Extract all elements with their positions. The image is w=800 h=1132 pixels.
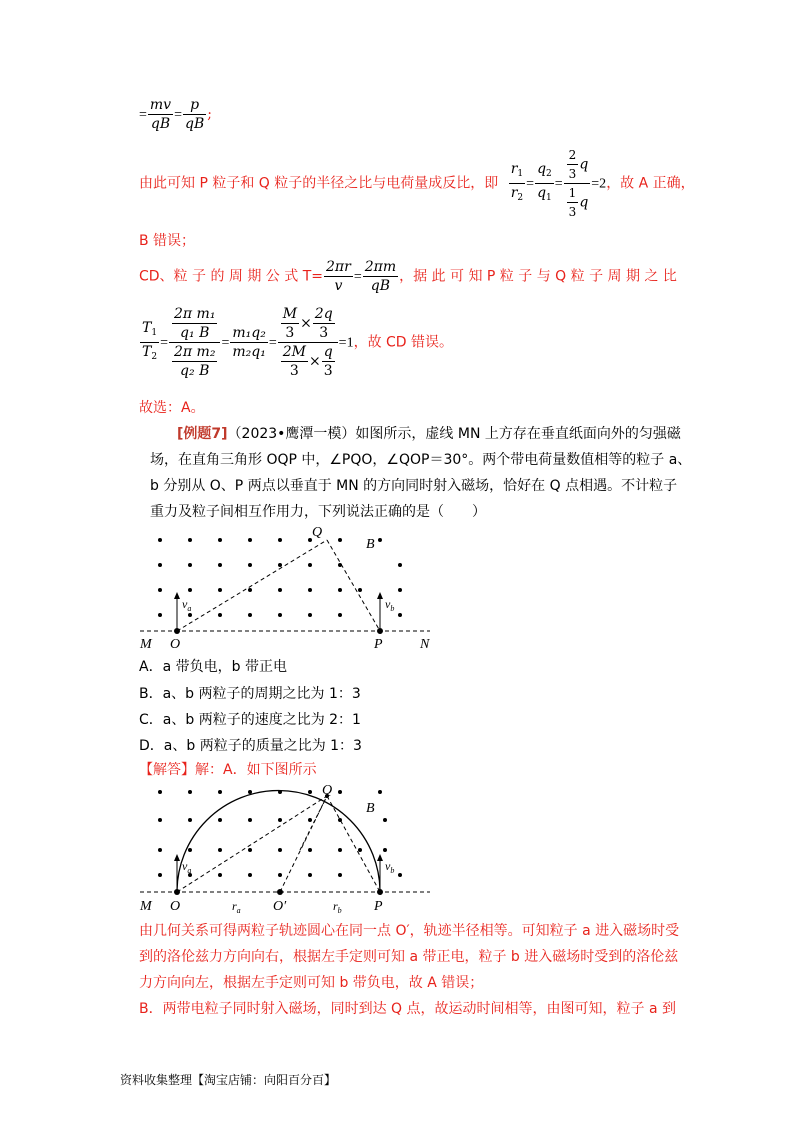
example-tag: [例题7] bbox=[177, 426, 228, 442]
va-arrowhead bbox=[174, 854, 180, 861]
label-q: Q bbox=[322, 783, 333, 798]
r1-over-r2: $\frac{r_1}{r_2}$ bbox=[510, 161, 524, 203]
numeric-substitution-fraction: $\frac{M}{3}$ × $\frac{2q}{3}$ $\frac{2M}{3}$ × $\frac{q}{3}$ bbox=[278, 305, 338, 380]
fraction-2pir-v: $\frac{2\pi r}{v}$ bbox=[326, 259, 351, 294]
label-b: B bbox=[366, 537, 375, 552]
explain-line-2: 到的洛伦兹力方向向右，根据左手定则可知 a 带正电，粒子 b 进入磁场时受到的洛伦兹 bbox=[139, 949, 679, 965]
label-m: M bbox=[140, 899, 152, 914]
label-n: N bbox=[420, 637, 430, 650]
q2-over-q1: $\frac{q_2}{q_1}$ bbox=[537, 161, 552, 203]
period-formula-line: CD、粒 子 的 周 期 公 式 T= $\frac{2\pi r}{v}$ = $\frac{2\pi m}{qB}$ ，据 此 可 知 P 粒 子 与 Q 粒 子 周 期 之 比 bbox=[139, 259, 677, 294]
fraction-2pim-qb: $\frac{2\pi m}{qB}$ bbox=[364, 259, 397, 294]
option-d[interactable]: D．a、b 两粒子的质量之比为 1：3 bbox=[139, 738, 362, 754]
period-compound-fraction: $\frac{\frac{\text{2π m₁}}{\text{q₁ B}}}{\frac{\text{2π m₂}}{\text{q₂ B}}}$ bbox=[169, 305, 220, 380]
trajectory-arc bbox=[177, 791, 380, 893]
answer-choice: 故选：A。 bbox=[139, 400, 205, 416]
option-b[interactable]: B．a、b 两粒子的周期之比为 1：3 bbox=[139, 686, 361, 702]
explain-line-4: B．两带电粒子同时射入磁场，同时到达 Q 点，故运动时间相等，由图可知，粒子 a 到 bbox=[139, 1001, 677, 1017]
oq-dashed-line bbox=[177, 796, 327, 892]
mass-charge-fraction: $\frac{\text{m₁q₂}}{\text{m₂q₁}}$ bbox=[232, 325, 266, 360]
label-va: $v_a$ bbox=[182, 859, 192, 875]
label-o: O bbox=[170, 637, 181, 650]
vb-arrowhead bbox=[377, 592, 383, 599]
vb-arrowhead bbox=[377, 854, 383, 861]
label-q: Q bbox=[312, 525, 323, 540]
period-ratio-equation: $\frac{T_1}{T_2}$ = $\frac{\frac{\text{2π m₁}}{\text{q₁ B}}}{\frac{\text{2π m₂}}{\text{q₂ B}}}$ = $\frac{\text{m₁q₂}}{\text{m₂q₁}}$ = $\frac{M}{3}$ × $\frac{2q}{3}$ $\frac{2M}{3}$ × $\frac{q}{3}$ =1，故 CD 错误。 bbox=[142, 306, 454, 379]
example-problem-line-1: [例题7]（2023•鹰潭一模）如图所示，虚线 MN 上方存在垂直纸面向外的匀强磁 bbox=[177, 426, 681, 442]
qp-dashed-line bbox=[327, 540, 380, 631]
option-a[interactable]: A．a 带负电，b 带正电 bbox=[139, 659, 287, 675]
b-wrong-text: B 错误； bbox=[139, 233, 196, 249]
fraction-p-qb: $\frac{p}{qB}$ bbox=[185, 97, 205, 132]
top-formula: = $\frac{mv}{qB}$ = $\frac{p}{qB}$ ; bbox=[139, 97, 212, 132]
va-arrowhead bbox=[174, 592, 180, 599]
radius-ratio-line: 由此可知 P 粒子和 Q 粒子的半径之比与电荷量成反比，即 $\frac{r_1}{r_2}$ = $\frac{q_2}{q_1}$ = $\frac{2}{3}$ q $\frac{1}{3}$ q =2，故 A 正确， bbox=[139, 148, 695, 219]
point-p bbox=[377, 889, 383, 895]
equals-sign: = bbox=[139, 107, 147, 123]
page-footer: 资料收集整理【淘宝店铺：向阳百分百】 bbox=[120, 1073, 337, 1087]
label-oprime: O′ bbox=[273, 899, 287, 914]
label-p: P bbox=[374, 899, 383, 914]
example-problem-line-3: b 分别从 O、P 两点以垂直于 MN 的方向同时射入磁场，恰好在 Q 点相遇。不计粒子 bbox=[150, 478, 678, 494]
t1-over-t2: $\frac{T_1}{T_2}$ bbox=[142, 320, 158, 362]
label-vb: $v_b$ bbox=[385, 597, 395, 613]
example-problem-line-2: 场，在直角三角形 OQP 中，∠PQO，∠QOP＝30°。两个带电荷量数值相等的粒子 a、 bbox=[150, 452, 692, 468]
answer-tag: 【解答】 bbox=[139, 762, 195, 778]
point-p bbox=[377, 628, 383, 634]
label-va: $v_a$ bbox=[182, 597, 192, 613]
explain-line-1: 由几何关系可得两粒子轨迹圆心在同一点 O′，轨迹半径相等。可知粒子 a 进入磁场时受 bbox=[139, 923, 680, 939]
nested-charge-fraction: $\frac{2}{3}$ q $\frac{1}{3}$ q bbox=[564, 146, 591, 221]
oq-dashed-line bbox=[177, 540, 327, 631]
label-o: O bbox=[170, 899, 181, 914]
example-problem-line-4: 重力及粒子间相互作用力，下列说法正确的是（ ） bbox=[150, 504, 486, 520]
label-vb: $v_b$ bbox=[385, 859, 395, 875]
label-m: M bbox=[140, 637, 152, 650]
magnetic-field-figure-1 bbox=[130, 520, 450, 650]
answer-lead: 【解答】解：A．如下图所示 bbox=[139, 762, 317, 778]
fraction-mv-qb: $\frac{mv}{qB}$ bbox=[149, 97, 172, 132]
option-c[interactable]: C．a、b 两粒子的速度之比为 2：1 bbox=[139, 712, 361, 728]
point-o bbox=[174, 628, 180, 634]
point-o bbox=[174, 889, 180, 895]
label-p: P bbox=[374, 637, 383, 650]
label-b: B bbox=[366, 801, 375, 816]
label-ra: $r_a$ bbox=[232, 899, 241, 915]
explain-line-3: 力方向向左，根据左手定则可知 b 带负电，故 A 错误； bbox=[139, 975, 484, 991]
point-oprime bbox=[277, 889, 283, 895]
label-rb: $r_b$ bbox=[333, 899, 342, 915]
magnetic-field-figure-2 bbox=[130, 780, 450, 915]
